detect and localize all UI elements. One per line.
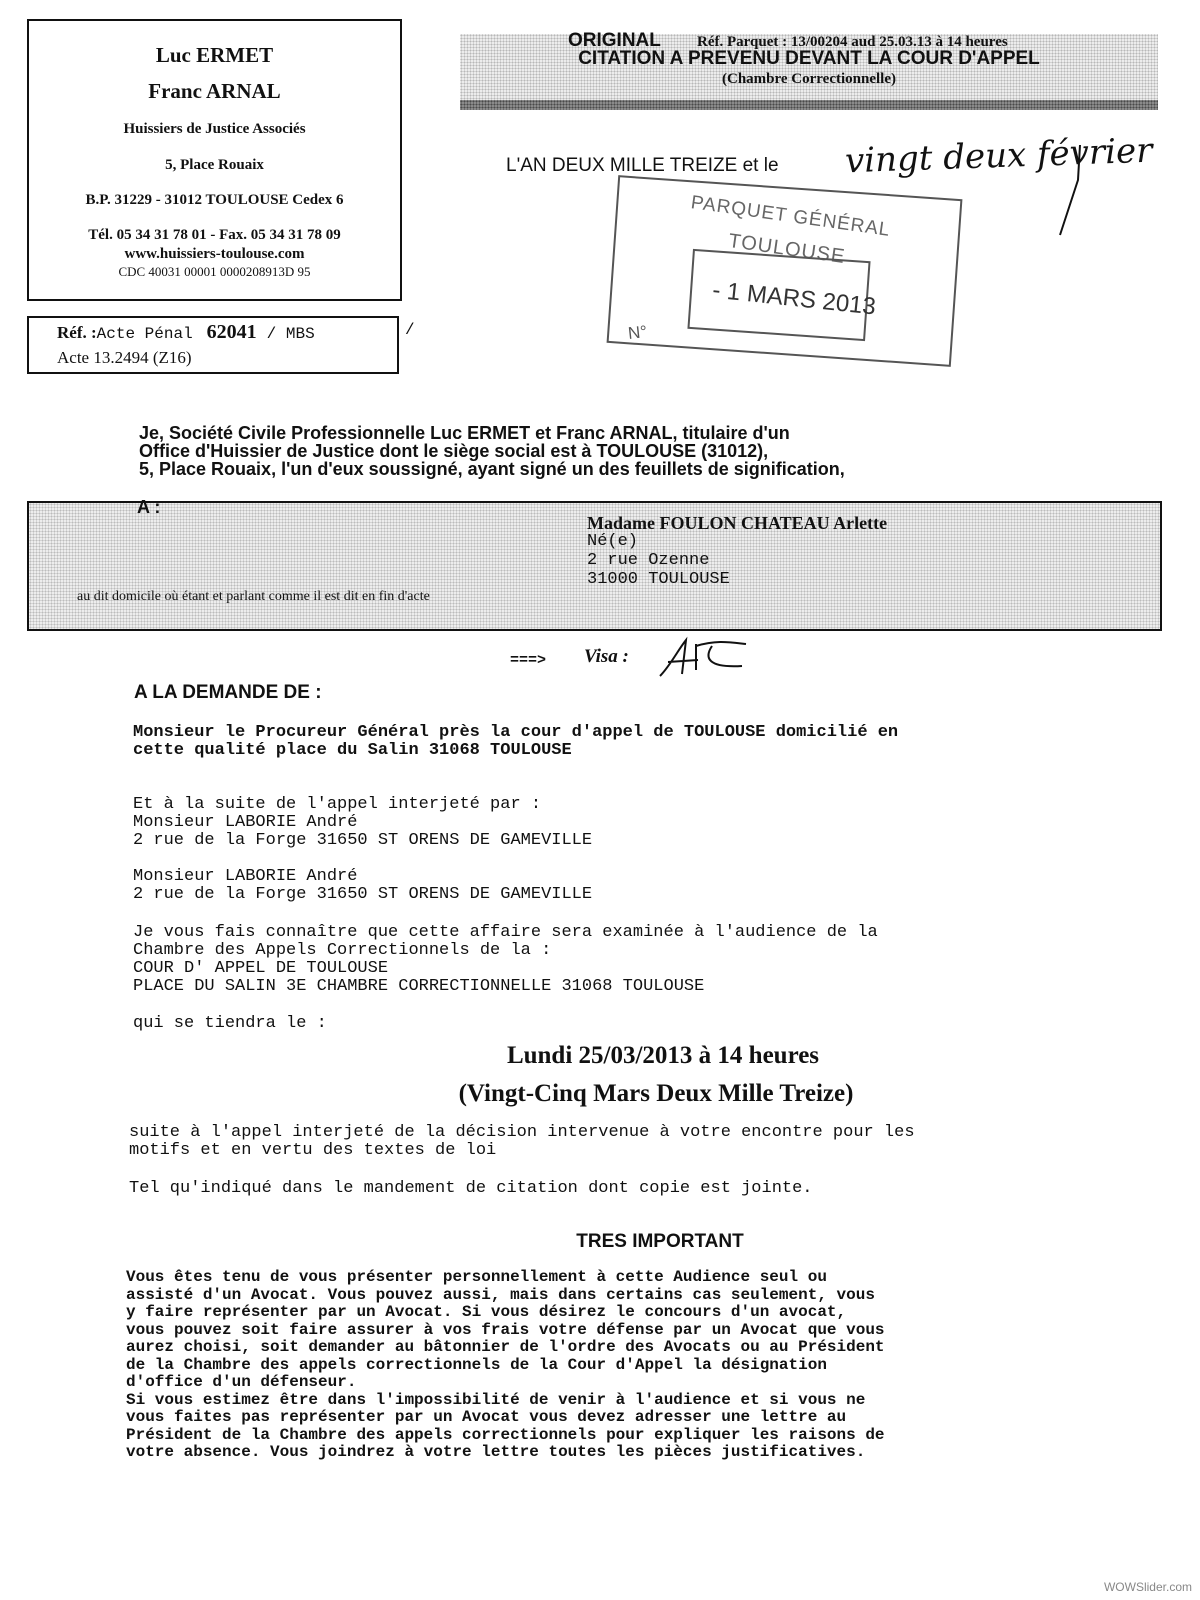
hearing-line-3: COUR D' APPEL DE TOULOUSE	[133, 959, 389, 978]
hearing-date-words: (Vingt-Cinq Mars Deux Mille Treize)	[458, 1080, 854, 1107]
intro-line-3: 5, Place Rouaix, l'un d'eux soussigné, ayant signé un des feuillets de signification,	[139, 459, 845, 479]
recipient-a-label: A :	[137, 497, 161, 517]
signature-stroke	[1050, 140, 1090, 240]
hearing-mandate: Tel qu'indiqué dans le mandement de citation dont copie est jointe.	[129, 1179, 813, 1198]
appeal-party-2-name: Monsieur LABORIE André	[133, 867, 358, 886]
reference-line	[57, 321, 315, 344]
stamp-date: - 1 MARS 2013	[711, 276, 878, 321]
important-paragraph	[126, 1269, 885, 1462]
reference-number: 62041	[206, 321, 257, 343]
document-subtitle: (Chambre Correctionnelle)	[722, 71, 896, 87]
hearing-line-4: PLACE DU SALIN 3E CHAMBRE CORRECTIONNELLE 31068 TOULOUSE	[133, 977, 705, 996]
recipient-name: Madame FOULON CHATEAU Arlette	[587, 513, 888, 533]
office-name-1: Luc ERMET	[155, 43, 274, 67]
hearing-held-on: qui se tiendra le :	[133, 1014, 327, 1033]
appeal-party-1-address: 2 rue de la Forge 31650 ST ORENS DE GAMEVILLE	[133, 831, 593, 850]
important-line: de la Chambre des appels correctionnels de la Cour d'Appel la désignation	[126, 1355, 827, 1374]
visa-label: Visa :	[584, 646, 629, 667]
demand-heading: A LA DEMANDE DE :	[134, 682, 322, 703]
important-line: Président de la Chambre des appels correctionnels pour expliquer les raisons de	[126, 1425, 885, 1444]
appeal-block	[133, 796, 592, 850]
important-line: votre absence. Vous joindrez à votre lettre toutes les pièces justificatives.	[126, 1443, 866, 1461]
visa-arrow: ===>	[510, 652, 547, 669]
title-banner-bar	[460, 100, 1158, 110]
hearing-line-2: Chambre des Appels Correctionnels de la :	[133, 941, 552, 960]
recipient-street: 2 rue Ozenne	[587, 551, 710, 570]
important-line: Vous êtes tenu de vous présenter personnellement à cette Audience seul ou	[126, 1268, 827, 1286]
office-subtitle: Huissiers de Justice Associés	[123, 121, 306, 137]
reference-slash: /	[405, 321, 415, 339]
important-line: assisté d'un Avocat. Vous pouvez aussi, mais dans certains cas seulement, vous	[126, 1285, 875, 1304]
watermark: WOWSlider.com	[1103, 1580, 1192, 1594]
recipient-box	[27, 497, 1162, 631]
recipient-city: 31000 TOULOUSE	[587, 570, 730, 589]
reference-suffix: / MBS	[266, 325, 315, 343]
date-handwritten: vingt deux février	[844, 130, 1154, 182]
stamp-number-label: N°	[627, 322, 648, 343]
hearing-follow-2: motifs et en vertu des textes de loi	[129, 1141, 497, 1160]
acte-penal-label: Acte Pénal	[96, 325, 193, 343]
intro-paragraph	[139, 424, 845, 478]
recipient-address	[587, 532, 730, 589]
document-title: CITATION A PREVENU DEVANT LA COUR D'APPEL	[578, 48, 1040, 69]
bailiff-office-box	[27, 19, 402, 301]
office-website: www.huissiers-toulouse.com	[124, 246, 305, 262]
demand-paragraph	[133, 724, 898, 760]
demand-line-2: cette qualité place du Salin 31068 TOULOUSE	[133, 741, 572, 760]
visa-initials-signature	[656, 636, 752, 684]
important-line: Si vous estimez être dans l'impossibilité de venir à l'audience et si vous ne	[126, 1390, 866, 1409]
reference-label: Réf. :	[57, 323, 97, 342]
domicile-note: au dit domicile où étant et parlant comme il est dit en fin d'acte	[77, 589, 430, 604]
stamp-line-2: TOULOUSE	[727, 229, 847, 269]
office-bp: B.P. 31229 - 31012 TOULOUSE Cedex 6	[85, 192, 344, 208]
hearing-date: Lundi 25/03/2013 à 14 heures	[506, 1042, 820, 1069]
ref-parquet: Réf. Parquet : 13/00204 aud 25.03.13 à 14 heures	[697, 34, 1008, 50]
important-line: d'office d'un défenseur.	[126, 1373, 357, 1391]
office-address: 5, Place Rouaix	[165, 157, 264, 173]
recipient-born: Né(e)	[587, 532, 639, 551]
important-line: vous pouvez soit faire assurer à vos frais votre défense par un Avocat que vous	[126, 1320, 885, 1339]
hearing-line-1: Je vous fais connaître que cette affaire sera examinée à l'audience de la	[133, 923, 878, 942]
office-name-2: Franc ARNAL	[148, 79, 281, 103]
original-label: ORIGINAL	[568, 30, 661, 51]
important-line: vous faites pas représenter par un Avocat vous devez adresser une lettre au	[126, 1408, 847, 1426]
appeal-party-1-name: Monsieur LABORIE André	[133, 813, 358, 832]
office-cdc: CDC 40031 00001 0000208913D 95	[118, 264, 311, 279]
appeal-party-2-address: 2 rue de la Forge 31650 ST ORENS DE GAMEVILLE	[133, 885, 593, 904]
intro-line-2: Office d'Huissier de Justice dont le siège social est à TOULOUSE (31012),	[139, 441, 769, 461]
intro-line-1: Je, Société Civile Professionnelle Luc ERMET et Franc ARNAL, titulaire d'un	[139, 423, 790, 443]
hearing-follow	[129, 1124, 915, 1160]
demand-line-1: Monsieur le Procureur Général près la cour d'appel de TOULOUSE domicilié en	[133, 723, 899, 742]
hearing-follow-1: suite à l'appel interjeté de la décision intervenue à votre encontre pour les	[129, 1123, 915, 1142]
hearing-block	[133, 924, 878, 996]
reference-box	[27, 316, 415, 374]
office-phone: Tél. 05 34 31 78 01 - Fax. 05 34 31 78 09	[88, 227, 341, 243]
important-line: y faire représenter par un Avocat. Si vous désirez le concours d'un avocat,	[126, 1303, 847, 1321]
important-heading: TRES IMPORTANT	[576, 1231, 744, 1252]
date-printed: L'AN DEUX MILLE TREIZE et le	[506, 155, 779, 176]
stamp-line-1: PARQUET GÉNÉRAL	[689, 192, 892, 241]
appeal-party-2	[133, 868, 592, 904]
appeal-intro: Et à la suite de l'appel interjeté par :	[133, 795, 542, 814]
reference-acte: Acte 13.2494 (Z16)	[57, 348, 192, 367]
important-line: aurez choisi, soit demander au bâtonnier de l'ordre des Avocats ou au Président	[126, 1338, 885, 1356]
